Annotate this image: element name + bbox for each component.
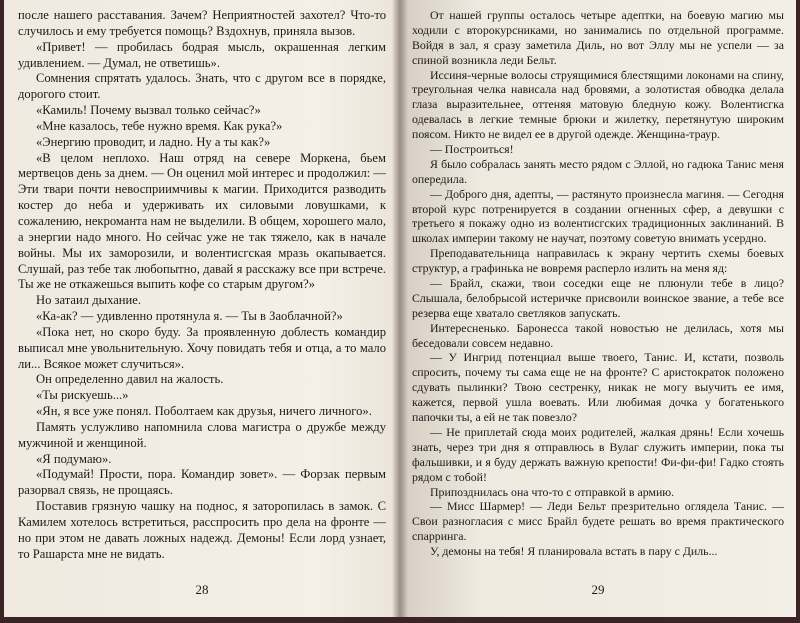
paragraph: Преподавательница направилась к экрану чертить схемы боевых структур, а графинька не вовремя расперло излить на меня яд: [412,246,784,276]
paragraph: — Построиться! [430,142,514,157]
left-page-text [18,8,386,563]
paragraph: — Доброго дня, адепты, — растянуто произнесла магиня. — Сегодня второй курс потренируется в создании огненных сфер, а девушки с третьего я покажу одно из волентисгских традиционных заклинаний. В школах империи такому не научат, поэтому советую внимать усердно. [412,186,784,246]
paragraph: — У Ингрид потенциал выше твоего, Танис. И, кстати, позволь спросить, почему ты сама еще не на фронте? С аристократок положено сдувать пылинки? Твою сестренку, никак не могу выучить ее имя, кажется, первой ушла воевать. Или любимая дочка у богатенького папочки ты, а ей не так повезло? [412,350,784,425]
page-number: 28 [195,582,209,597]
paragraph: Он определенно давил на жалость. [36,372,224,387]
paragraph: — Не приплетай сюда моих родителей, жалкая дрянь! Если хочешь знать, через три дня я отправлюсь в Вулаг служить империи, пока ты фальшивки, и я буду держать важную крепости! Фи-фи-фи! Гадко стоять рядом с тобой! [412,424,784,484]
cover-edge [796,0,800,623]
paragraph: — Мисс Шармер! — Леди Бельт презрительно оглядела Танис. — Свои разногласия с мисс Брайл будете решать во время практического спарринга. [412,499,784,544]
paragraph: «Камиль! Почему вызвал только сейчас?» [36,103,261,118]
paragraph: «Энергию проводит, и ладно. Ну а ты как?» [36,134,271,149]
paragraph: От нашей группы осталось четыре адептки, на боевую магию мы ходили с второкурсниками, но занимались по отдельной программе. Войдя в зал, я сразу заметила Диль, но вот Эллу мы не успели — за спиной возникла леди Бельт. [412,8,784,67]
paragraph: после нашего расставания. Зачем? Неприятностей захотел? Что-то случилось и ему требуется помощь? Вздохнув, приняла вызов. [18,8,386,38]
paragraph: Интересненько. Баронесса такой новостью не делилась, хотя мы беседовали совсем недавно. [412,320,784,350]
paragraph: «Мне казалось, тебе нужно время. Как рука?» [36,118,283,133]
paragraph: «Ян, я все уже понял. Поболтаем как друзья, ничего личного». [36,404,372,419]
paragraph: «Ты рискуешь...» [36,388,129,403]
paragraph: «В целом неплохо. Наш отряд на севере Моркена, бьем мертвецов день за днем. — Он оценил мой интерес и продолжил: — Эти твари почти невосприимчивы к магии. Приходится разводить костер до неба и удерживать их силовыми ловушками, к сожалению, некроманта нам не выделили. В общем, хорошего мало, а энергии надо много. Но сейчас уже не так тяжело, как в начале войны. Мы их заморозили, и волентисгская мразь окапывается. Слушай, раз тебе так любопытно, давай я расскажу все при встрече. Ты же не откажешься выпить кофе со старым другом?» [18,150,386,292]
right-page [412,8,784,608]
paragraph: Сомнения спрятать удалось. Знать, что с другом все в порядке, дорогого стоит. [18,71,386,102]
paragraph: Я было собралась занять место рядом с Эллой, но гадюка Танис меня опередила. [412,156,784,186]
page-number: 29 [591,582,605,597]
paragraph: — Брайл, скажи, твои соседки еще не плюнули тебе в лицо? Слышала, белобрысой истеричке присвоили воинское звание, а тебе все резерва еще хватало светляков запускать. [412,276,784,320]
right-page-text [412,8,784,559]
paragraph: У, демоны на тебя! Я планировала встать в пару с Диль... [430,544,718,559]
book-gutter [392,0,408,623]
left-page [18,8,386,608]
paragraph: Иссиня-черные волосы струящимися блестящими локонами на спину, треугольная челка нависала над бровями, а золотистая обводка делала глаза выразительнее, оттеняя матовую бледную кожу. Волентисгка одевалась в легкие темные брюки и жилетку, перетянутую широким поясом. Никто не видел ее в другой одежде. Женщина-траур. [412,67,784,142]
cover-edge [0,0,4,623]
paragraph: «Подумай! Прости, пора. Командир зовет». — Форзак первым разорвал связь, не прощаясь. [18,467,386,498]
paragraph: Поставив грязную чашку на поднос, я заторопилась в замок. С Камилем хотелось встретиться, расспросить про дела на фронте — но при этом не давать ложных надежд. Демоны! Если лорд узнает, то Рашарста мне не видать. [18,499,386,561]
paragraph: «Я подумаю». [36,451,112,466]
paragraph: «Пока нет, но скоро буду. За проявленную доблесть командир выписал мне увольнительную. Хочу повидать тебя и отца, а то мало ли... Всякое может случиться». [18,324,386,371]
paragraph: Память услужливо напомнила слова магистра о дружбе между мужчиной и женщиной. [18,419,386,450]
paragraph: Припозднилась она что-то с отправкой в армию. [430,484,675,499]
paragraph: Но затаил дыхание. [36,293,142,308]
cover-edge [0,617,800,623]
paragraph: «Привет! — пробилась бодрая мысль, окрашенная легким удивлением. — Думал, не ответишь». [18,39,386,70]
paragraph: «Ка-ак? — удивленно протянула я. — Ты в Заоблачной?» [36,309,343,324]
